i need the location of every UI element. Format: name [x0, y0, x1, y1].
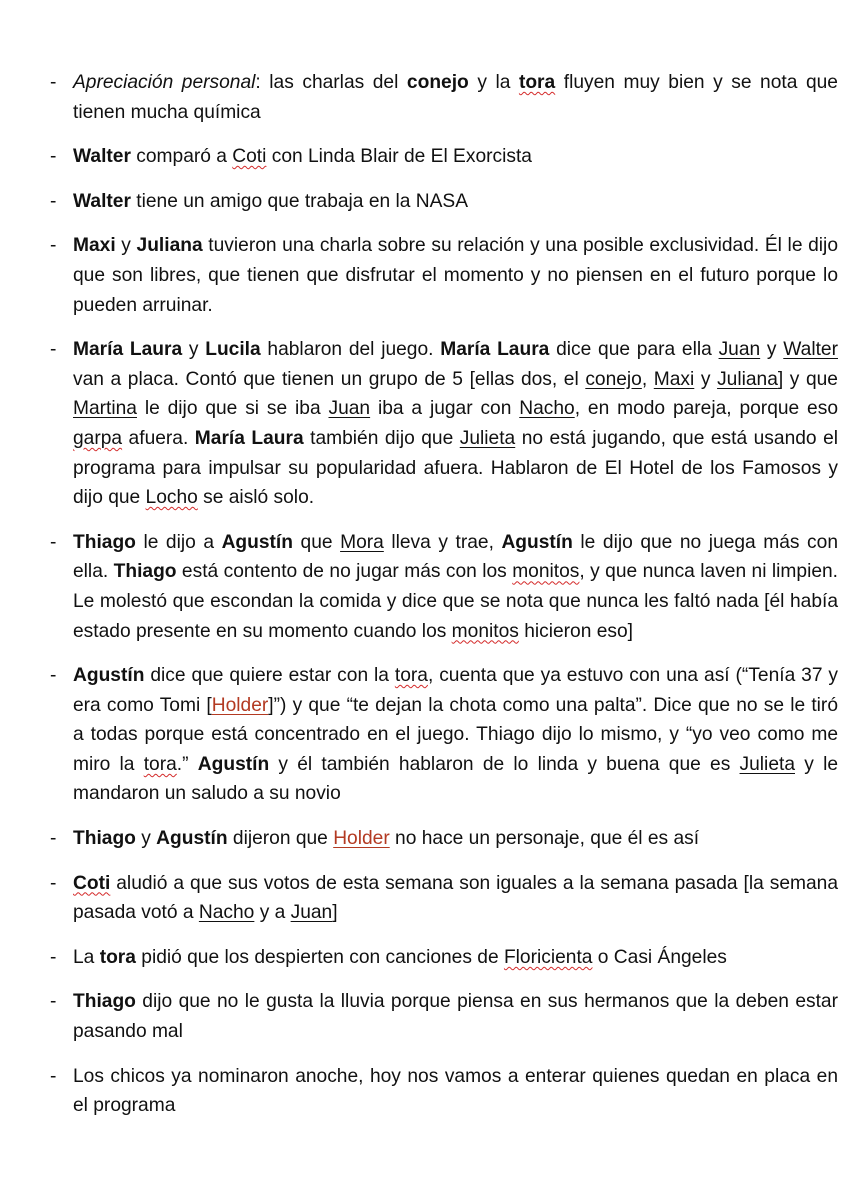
- text-run: y a: [254, 902, 291, 924]
- text-run: María Laura: [440, 339, 550, 361]
- text-run: Agustín: [221, 531, 293, 553]
- text-run: y le mandaron un saludo a su novio: [73, 753, 838, 805]
- text-run: Maxi: [653, 368, 695, 390]
- text-run: le dijo que si se iba: [136, 398, 329, 420]
- text-run: , y que nunca laven ni limpien. Le molestó que escondan la comida y dice que se nota que nunca les faltó nada [él había estado presente en su momento cuando los: [73, 561, 839, 642]
- text-run: y él también hablaron de lo linda y buena que es: [269, 753, 740, 775]
- text-run: dice que para ella: [549, 339, 719, 361]
- text-run: garpa: [73, 427, 123, 449]
- text-run: Coti: [73, 872, 111, 894]
- bullet-dash: -: [50, 146, 57, 168]
- text-run: tiene un amigo que trabaja en la NASA: [130, 190, 469, 212]
- list-item: [50, 869, 838, 928]
- list-item: [50, 231, 838, 320]
- text-run: Walter: [783, 339, 838, 361]
- list-item: [50, 142, 838, 172]
- bullet-dash: -: [50, 531, 57, 553]
- text-run: Thiago: [113, 561, 177, 583]
- text-run: y: [694, 368, 718, 390]
- text-run: tora: [99, 946, 136, 968]
- text-run: iba a jugar con: [370, 398, 520, 420]
- notes-list: [50, 68, 838, 1136]
- text-run: monitos: [451, 620, 519, 642]
- text-run: no hace un personaje, que él es así: [389, 828, 700, 850]
- text-run: tora: [394, 665, 428, 687]
- list-item: [50, 943, 838, 973]
- text-run: Walter: [73, 146, 131, 168]
- text-run: dijeron que: [227, 828, 334, 850]
- text-run: Julieta: [739, 753, 795, 775]
- bullet-dash: -: [50, 665, 57, 687]
- text-run: ] y que: [777, 368, 838, 390]
- text-run: y: [135, 828, 157, 850]
- text-run: dice que quiere estar con la: [144, 665, 395, 687]
- text-run: lleva y trae,: [383, 531, 502, 553]
- text-run: Floricienta: [503, 946, 593, 968]
- text-run: le dijo a: [135, 531, 222, 553]
- text-run: y la: [468, 72, 519, 93]
- text-run: o Casi Ángeles: [592, 946, 727, 968]
- text-run: Holder: [333, 828, 390, 850]
- text-run: Agustín: [501, 531, 573, 553]
- text-run: van a placa. Contó que tienen un grupo de 5 [ellas dos, el: [73, 368, 586, 390]
- list-item: [50, 187, 838, 217]
- text-run: monitos: [512, 561, 580, 583]
- text-run: Mora: [340, 531, 384, 553]
- text-run: Julieta: [459, 427, 516, 449]
- bullet-dash: -: [50, 872, 57, 894]
- list-item: [50, 68, 838, 127]
- list-item: [50, 528, 838, 646]
- text-run: tora: [518, 72, 556, 93]
- text-run: Juliana: [136, 235, 203, 257]
- text-run: Walter: [73, 190, 131, 212]
- text-run: comparó a: [130, 146, 233, 168]
- text-run: Nacho: [519, 398, 575, 420]
- text-run: : las charlas del: [255, 72, 407, 93]
- text-run: y: [760, 339, 784, 361]
- list-item: [50, 987, 838, 1046]
- text-run: , en modo pareja, porque eso: [574, 398, 838, 420]
- text-run: pidió que los despierten con canciones de: [135, 946, 504, 968]
- text-run: .”: [176, 753, 198, 775]
- text-run: tora: [143, 753, 177, 775]
- text-run: dijo que no le gusta la lluvia porque piensa en sus hermanos que la deben estar pasando mal: [73, 991, 838, 1043]
- text-run: conejo: [406, 72, 469, 93]
- list-item: [50, 824, 838, 854]
- text-run: está contento de no jugar más con los: [176, 561, 513, 583]
- bullet-dash: -: [50, 1065, 57, 1087]
- text-run: Agustín: [73, 665, 145, 687]
- list-item: [50, 661, 838, 809]
- text-run: Lucila: [205, 339, 261, 361]
- text-run: Holder: [211, 694, 269, 716]
- text-run: también dijo que: [303, 427, 460, 449]
- bullet-dash: -: [50, 991, 57, 1013]
- text-run: no está jugando, que está usando el programa para impulsar su popularidad afuera. Hablaron de El Hotel de los Famosos y dijo que: [73, 427, 838, 509]
- text-run: Agustín: [197, 753, 270, 775]
- bullet-dash: -: [50, 190, 57, 212]
- text-run: fluyen muy bien y se nota que tienen mucha química: [73, 72, 838, 123]
- text-run: ]: [332, 902, 338, 924]
- text-run: que: [292, 531, 341, 553]
- text-run: Juan: [328, 398, 371, 420]
- text-run: hicieron eso]: [518, 620, 633, 642]
- bullet-dash: -: [50, 72, 57, 93]
- text-run: Thiago: [73, 991, 136, 1013]
- text-run: tuvieron una charla sobre su relación y una posible exclusividad. Él le dijo que son libres, que tienen que disfrutar el momento y no piensen en el futuro porque lo pueden arruinar.: [73, 235, 838, 316]
- text-run: Juan: [718, 339, 761, 361]
- text-run: Maxi: [73, 235, 116, 257]
- text-run: aludió a que sus votos de esta semana son iguales a la semana pasada [la semana pasada votó a: [73, 872, 838, 924]
- text-run: le dijo que no juega más con ella.: [73, 531, 838, 583]
- text-run: Thiago: [73, 531, 136, 553]
- text-run: afuera.: [122, 427, 195, 449]
- text-run: hablaron del juego.: [260, 339, 441, 361]
- bullet-dash: -: [50, 235, 57, 257]
- bullet-dash: -: [50, 946, 57, 968]
- text-run: ,: [641, 368, 654, 390]
- text-run: con Linda Blair de El Exorcista: [266, 146, 532, 168]
- text-run: se aisló solo.: [197, 487, 315, 509]
- text-run: Thiago: [73, 828, 136, 850]
- text-run: Nacho: [198, 902, 255, 924]
- text-run: La: [73, 946, 100, 968]
- text-run: Martina: [73, 398, 137, 420]
- text-run: Apreciación personal: [73, 72, 256, 93]
- bullet-dash: -: [50, 828, 57, 850]
- text-run: Coti: [232, 146, 267, 168]
- text-run: Juliana: [717, 368, 778, 390]
- text-run: María Laura: [73, 339, 183, 361]
- text-run: Juan: [290, 902, 333, 924]
- text-run: ]”) y que “te dejan la chota como una palta”. Dice que no se le tiró a todas porque está concentrado en el juego. Thiago dijo lo mismo, y “yo veo como me miro la: [73, 694, 838, 775]
- list-item: [50, 1062, 838, 1121]
- text-run: , cuenta que ya estuvo con una así (“Tenía 37 y era como Tomi [: [73, 665, 838, 716]
- text-run: y: [115, 235, 137, 257]
- bullet-dash: -: [50, 339, 57, 361]
- text-run: María Laura: [194, 427, 304, 449]
- text-run: conejo: [585, 368, 642, 390]
- text-run: Locho: [145, 487, 198, 509]
- list-item: [50, 335, 838, 513]
- text-run: Agustín: [156, 828, 228, 850]
- text-run: y: [182, 339, 206, 361]
- text-run: Los chicos ya nominaron anoche, hoy nos vamos a enterar quienes quedan en placa en el programa: [73, 1065, 838, 1117]
